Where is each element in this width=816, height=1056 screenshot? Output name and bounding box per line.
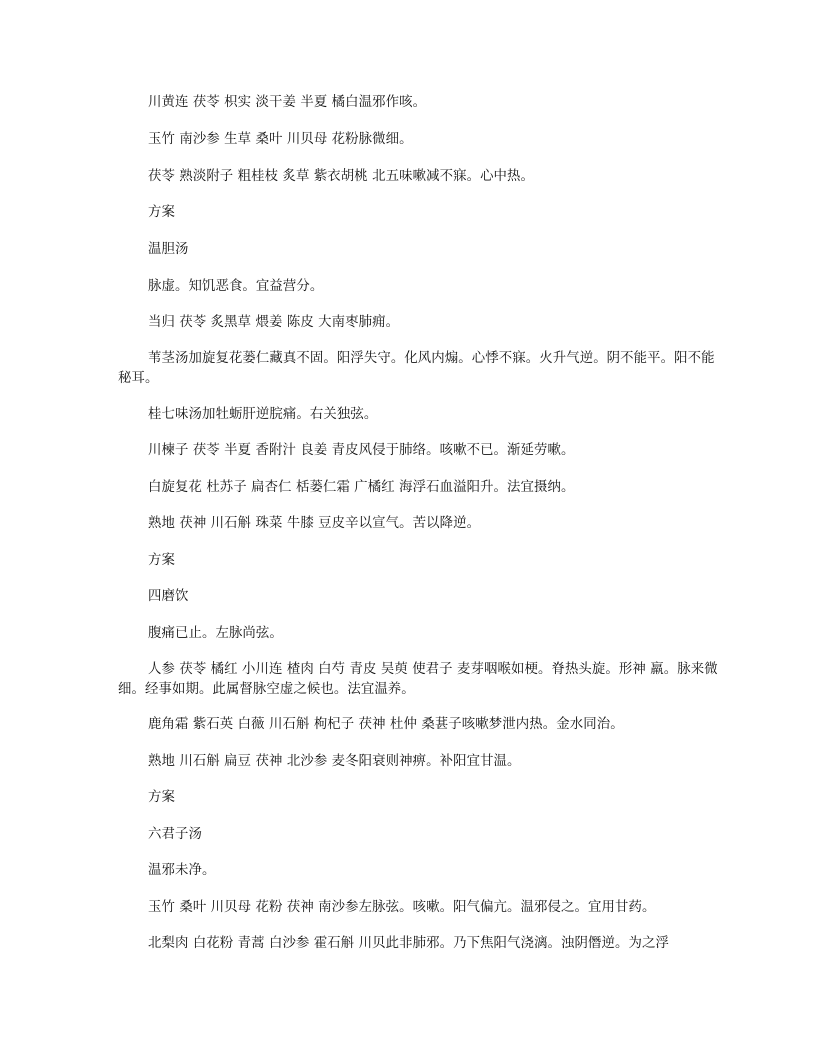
paragraph: 桂七味汤加牡蛎肝逆脘痛。右关独弦。: [148, 407, 378, 422]
paragraph: 北梨肉 白花粉 青蒿 白沙参 霍石斛 川贝此非肺邪。乃下焦阳气浇漓。浊阴僭逆。为之浮: [148, 936, 669, 951]
paragraph: 苇茎汤加旋复花蒌仁藏真不固。阳浮失守。化风内煽。心悸不寐。火升气逆。阴不能平。阳不能秘耳。: [118, 351, 715, 386]
section-heading: 方案: [148, 790, 175, 805]
paragraph: 白旋复花 杜苏子 扁杏仁 栝蒌仁霜 广橘红 海浮石血溢阳升。法宜摄纳。: [148, 480, 575, 495]
paragraph: 人参 茯苓 橘红 小川连 楂肉 白芍 青皮 吴萸 使君子 麦芽咽喉如梗。脊热头旋。形神 羸。脉来微细。经事如期。此属督脉空虚之候也。法宜温养。: [118, 662, 718, 697]
paragraph: 熟地 川石斛 扁豆 茯神 北沙参 麦冬阳衰则神痹。补阳宜甘温。: [148, 754, 521, 769]
paragraph: 川楝子 茯苓 半夏 香附汁 良姜 青皮风侵于肺络。咳嗽不已。渐延劳嗽。: [148, 443, 575, 458]
paragraph: 玉竹 桑叶 川贝母 花粉 茯神 南沙参左脉弦。咳嗽。阳气偏亢。温邪侵之。宜用甘药。: [148, 900, 656, 915]
paragraph: 脉虚。知饥恶食。宜益营分。: [148, 279, 324, 294]
paragraph: 玉竹 南沙参 生草 桑叶 川贝母 花粉脉微细。: [148, 132, 413, 147]
paragraph: 茯苓 熟淡附子 粗桂枝 炙草 紫衣胡桃 北五味嗽减不寐。心中热。: [148, 169, 535, 184]
paragraph: 川黄连 茯苓 枳实 淡干姜 半夏 橘白温邪作咳。: [148, 95, 427, 110]
section-heading: 方案: [148, 553, 175, 568]
paragraph: 腹痛已止。左脉尚弦。: [148, 626, 283, 641]
paragraph: 鹿角霜 紫石英 白薇 川石斛 枸杞子 茯神 杜仲 桑葚子咳嗽梦泄内热。金水同治。: [148, 717, 624, 732]
paragraph: 温邪未净。: [148, 863, 216, 878]
paragraph: 当归 茯苓 炙黑草 煨姜 陈皮 大南枣肺痈。: [148, 315, 400, 330]
formula-name: 四磨饮: [148, 589, 189, 604]
formula-name: 六君子汤: [148, 827, 202, 842]
paragraph: 熟地 茯神 川石斛 珠菜 牛膝 豆皮辛以宣气。苦以降逆。: [148, 516, 481, 531]
formula-name: 温胆汤: [148, 242, 189, 257]
section-heading: 方案: [148, 205, 175, 220]
